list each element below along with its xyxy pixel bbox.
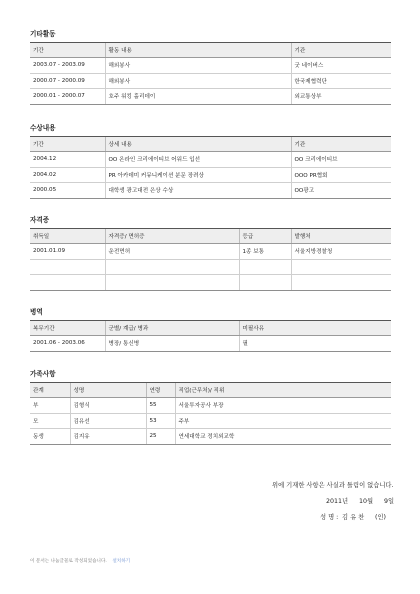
table-cell: OO 온라인 크리에이티브 어워드 입선 xyxy=(105,152,291,168)
table-row xyxy=(30,183,391,199)
military-header-period: 복무기간 xyxy=(30,321,105,336)
table-cell: OO광고 xyxy=(291,183,391,199)
table-cell: 2000.07 - 2000.09 xyxy=(30,73,105,89)
awards-header-detail: 상세 내용 xyxy=(105,137,291,152)
table-cell xyxy=(291,275,391,291)
table-cell: PR 아카데미 커뮤니케이션 분문 장려상 xyxy=(105,167,291,183)
table-row xyxy=(30,398,391,414)
table-cell: 연세대학교 정치외교학 xyxy=(175,429,391,445)
activities-title: 기타활동 xyxy=(30,30,56,38)
family-header-relation: 관계 xyxy=(30,383,70,398)
family-title: 가족사항 xyxy=(30,370,56,378)
table-cell xyxy=(291,259,391,275)
table-cell: 53 xyxy=(146,413,175,429)
awards-title: 수상내용 xyxy=(30,124,56,132)
family-header-name: 성명 xyxy=(70,383,146,398)
military-header-branch: 군별/ 계급/ 병과 xyxy=(105,321,239,336)
table-cell: 굿 네이버스 xyxy=(291,58,391,74)
signer-name: 김 유 찬 xyxy=(342,514,365,521)
table-cell: 주부 xyxy=(175,413,391,429)
table-row xyxy=(30,89,391,105)
table-cell: 한국제협력단 xyxy=(291,73,391,89)
table-cell: 1종 보통 xyxy=(239,244,291,260)
certificates-header-grade: 등급 xyxy=(239,229,291,244)
certificates-section xyxy=(30,216,391,291)
awards-section xyxy=(30,124,391,199)
family-table xyxy=(30,382,391,445)
military-header-reason: 미필사유 xyxy=(239,321,391,336)
table-row xyxy=(30,336,391,352)
table-cell: 외교통상부 xyxy=(291,89,391,105)
table-cell: 2000.01 - 2000.07 xyxy=(30,89,105,105)
table-cell: 2003.07 - 2003.09 xyxy=(30,58,105,74)
table-cell xyxy=(30,275,105,291)
table-row xyxy=(30,152,391,168)
declaration-day: 9일 xyxy=(384,498,395,505)
certificates-header-date: 취득일 xyxy=(30,229,105,244)
table-row xyxy=(30,413,391,429)
military-table xyxy=(30,320,391,352)
table-row xyxy=(30,429,391,445)
certificates-header-issuer: 발행처 xyxy=(291,229,391,244)
table-cell: 부 xyxy=(30,398,70,414)
table-cell: 2004.02 xyxy=(30,167,105,183)
activities-table xyxy=(30,42,391,105)
table-cell: 필 xyxy=(239,336,391,352)
activities-header-period: 기간 xyxy=(30,43,105,58)
table-cell: 2000.05 xyxy=(30,183,105,199)
certificates-header-name: 자격증/ 면허증 xyxy=(105,229,239,244)
table-cell: 호주 워킹 홀리데이 xyxy=(105,89,291,105)
table-cell: 2004.12 xyxy=(30,152,105,168)
name-label: 성 명 : xyxy=(320,514,339,521)
declaration-month: 10월 xyxy=(359,498,374,505)
certificates-table xyxy=(30,228,391,291)
family-header-job: 직업(근무처)/ 직위 xyxy=(175,383,391,398)
footer-note xyxy=(30,558,130,564)
table-cell: 동생 xyxy=(30,429,70,445)
table-cell: 김지유 xyxy=(70,429,146,445)
table-cell xyxy=(105,275,239,291)
seal-mark: (인) xyxy=(375,514,386,521)
table-cell: OOO PR협회 xyxy=(291,167,391,183)
table-row xyxy=(30,167,391,183)
table-cell: OO 크리에이티브 xyxy=(291,152,391,168)
table-cell: 서울투자공사 부장 xyxy=(175,398,391,414)
declaration-statement: 위에 기재한 사항은 사실과 틀림이 없습니다. xyxy=(272,482,394,489)
table-cell: 병장/ 통신병 xyxy=(105,336,239,352)
table-cell: 운전면허 xyxy=(105,244,239,260)
military-section xyxy=(30,308,391,352)
activities-section xyxy=(30,30,391,105)
family-section xyxy=(30,370,391,445)
table-cell: 모 xyxy=(30,413,70,429)
declaration-year: 2011년 xyxy=(326,498,349,505)
military-title: 병역 xyxy=(30,308,43,316)
table-cell xyxy=(239,259,291,275)
table-row xyxy=(30,244,391,260)
table-row xyxy=(30,259,391,275)
certificates-title: 자격증 xyxy=(30,216,50,224)
table-row xyxy=(30,58,391,74)
table-cell: 해외봉사 xyxy=(105,58,291,74)
table-cell: 김형식 xyxy=(70,398,146,414)
table-cell: 2001.01.09 xyxy=(30,244,105,260)
table-cell: 해외봉사 xyxy=(105,73,291,89)
table-cell: 김유선 xyxy=(70,413,146,429)
awards-header-period: 기간 xyxy=(30,137,105,152)
table-cell: 2001.06 - 2003.06 xyxy=(30,336,105,352)
table-cell: 서울지방경찰청 xyxy=(291,244,391,260)
install-font-link[interactable]: 설치하기 xyxy=(112,559,131,564)
table-cell: 55 xyxy=(146,398,175,414)
table-cell xyxy=(105,259,239,275)
footer-text: 이 문서는 나눔글꼴로 작성되었습니다. xyxy=(30,559,107,564)
awards-header-org: 기관 xyxy=(291,137,391,152)
table-cell: 25 xyxy=(146,429,175,445)
family-header-age: 연령 xyxy=(146,383,175,398)
table-cell: 대학생 광고대전 은상 수상 xyxy=(105,183,291,199)
table-cell xyxy=(239,275,291,291)
activities-header-org: 기관 xyxy=(291,43,391,58)
table-cell xyxy=(30,259,105,275)
table-row xyxy=(30,73,391,89)
table-row xyxy=(30,275,391,291)
activities-header-content: 활동 내용 xyxy=(105,43,291,58)
awards-table xyxy=(30,136,391,199)
